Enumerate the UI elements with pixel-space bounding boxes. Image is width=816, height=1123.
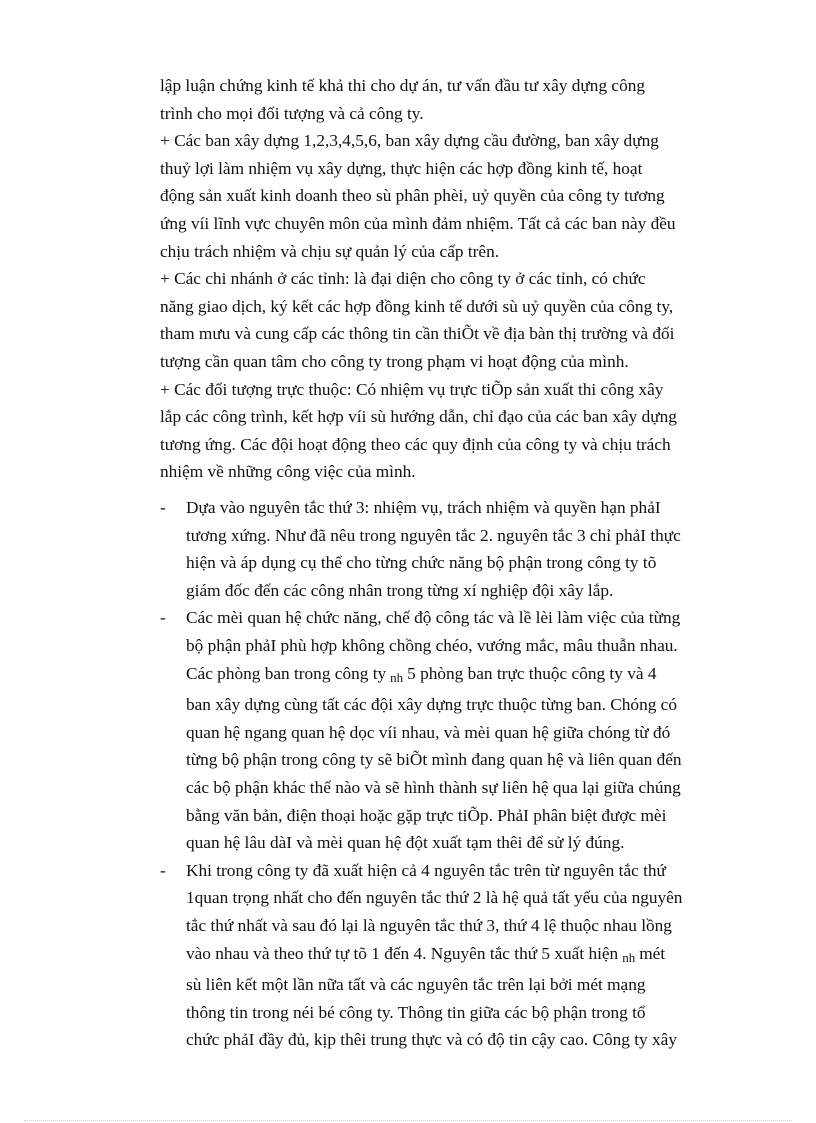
page-bottom-divider <box>24 1120 792 1121</box>
text-line <box>186 940 740 972</box>
text-line: 1quan trọng nhất cho đến nguyên tắc thứ 2 là hệ quả tất yếu của nguyên <box>186 888 683 908</box>
text-line: giám đốc đến các công nhân trong từng xí nghiệp đội xây lắp. <box>186 580 614 600</box>
text-line: chức phảI đầy đủ, kịp thêi trung thực và có độ tin cậy cao. Công ty xây <box>186 1030 677 1050</box>
text-line: bộ phận phảI phù hợp không chồng chéo, vướng mắc, mâu thuẫn nhau. <box>186 635 678 655</box>
text-line: quan hệ ngang quan hệ dọc víi nhau, và mèi quan hệ giữa chóng từ đó <box>186 722 671 742</box>
text-line: Khi trong công ty đã xuất hiện cả 4 nguyên tắc trên từ nguyên tắc thứ <box>186 860 666 880</box>
text-line: + Các chi nhánh ở các tỉnh: là đại diện cho công ty ở các tỉnh, có chức <box>160 269 646 289</box>
text-line: tham mưu và cung cấp các thông tin cần thiÕt về địa bàn thị trường và đối <box>160 324 675 344</box>
bullet-dash: - <box>160 498 166 517</box>
text-line: trình cho mọi đối tượng và cả công ty. <box>160 103 424 123</box>
text-line: năng giao dịch, ký kết các hợp đồng kinh tế dưới sù uỷ quyền của công ty, <box>160 296 674 316</box>
text-line: ứng víi lĩnh vực chuyên môn của mình đảm nhiệm. Tất cả các ban này đều <box>160 213 676 233</box>
list-item <box>160 494 740 604</box>
text-line: tắc thứ nhất và sau đó lại là nguyên tắc thứ 3, thứ 4 lệ thuộc nhau lồng <box>186 915 672 935</box>
body-text <box>160 72 740 486</box>
text-line: thông tin trong néi bé công ty. Thông tin giữa các bộ phận trong tổ <box>186 1002 646 1022</box>
subscript-text: nh <box>390 669 404 685</box>
text-line: quan hệ lâu dàI và mèi quan hệ đột xuất tạm thêi để sử lý đúng. <box>186 833 625 853</box>
text-line: từng bộ phận trong công ty sẽ biÕt mình đang quan hệ và liên quan đến <box>186 750 682 770</box>
list-item <box>160 857 740 1054</box>
text-line: Dựa vào nguyên tắc thứ 3: nhiệm vụ, trách nhiệm và quyền hạn phảI <box>186 498 661 517</box>
bullet-dash: - <box>160 860 166 880</box>
text-line: Các mèi quan hệ chức năng, chế độ công tác và lề lèi làm việc của từng <box>186 608 681 628</box>
subscript-text: nh <box>622 949 636 965</box>
text-line: lắp các công trình, kết hợp víi sù hướng dẫn, chỉ đạo của các ban xây dựng <box>160 407 677 427</box>
text-fragment: 5 phòng ban trực thuộc công ty và 4 <box>407 663 657 683</box>
text-fragment: Các phòng ban trong công ty <box>186 663 387 683</box>
text-line: các bộ phận khác thế nào và sẽ hình thành sự liên hệ qua lại giữa chúng <box>186 777 681 797</box>
text-line: hiện và áp dụng cụ thể cho từng chức năng bộ phận trong công ty tõ <box>186 553 657 573</box>
text-line: thuỷ lợi làm nhiệm vụ xây dựng, thực hiện các hợp đồng kinh tế, hoạt <box>160 158 643 178</box>
bullet-dash: - <box>160 608 166 628</box>
text-line: + Các đối tượng trực thuộc: Có nhiệm vụ trực tiÕp sản xuất thi công xây <box>160 379 664 399</box>
text-line: động sản xuất kinh doanh theo sù phân phèi, uỷ quyền của công ty tương <box>160 186 665 206</box>
text-line: nhiệm về những công việc của mình. <box>160 462 416 482</box>
text-fragment: vào nhau và theo thứ tự tõ 1 đến 4. Nguyên tắc thứ 5 xuất hiện <box>186 943 619 963</box>
text-line <box>186 660 740 692</box>
text-line: tượng cần quan tâm cho công ty trong phạm vi hoạt động của mình. <box>160 351 629 371</box>
text-line: bằng văn bản, điện thoại hoặc gặp trực tiÕp. PhảI phân biệt được mèi <box>186 805 667 825</box>
text-line: tương xứng. Như đã nêu trong nguyên tắc 2. nguyên tắc 3 chỉ phảI thực <box>186 525 681 545</box>
bullet-list <box>160 494 740 1054</box>
list-item <box>160 604 740 856</box>
text-line: tương ứng. Các đội hoạt động theo các quy định của công ty và chịu trách <box>160 434 671 454</box>
text-line: + Các ban xây dựng 1,2,3,4,5,6, ban xây dựng cầu đường, ban xây dựng <box>160 131 659 151</box>
text-line: lập luận chứng kinh tế khả thi cho dự án, tư vấn đầu tư xây dựng công <box>160 76 645 95</box>
text-line: sù liên kết một lần nữa tất và các nguyên tắc trên lại bởi mét mạng <box>186 975 646 995</box>
text-line: chịu trách nhiệm và chịu sự quản lý của cấp trên. <box>160 241 500 261</box>
text-fragment: mét <box>639 943 666 963</box>
text-line: ban xây dựng cùng tất các đội xây dựng trực thuộc từng ban. Chóng có <box>186 695 677 715</box>
